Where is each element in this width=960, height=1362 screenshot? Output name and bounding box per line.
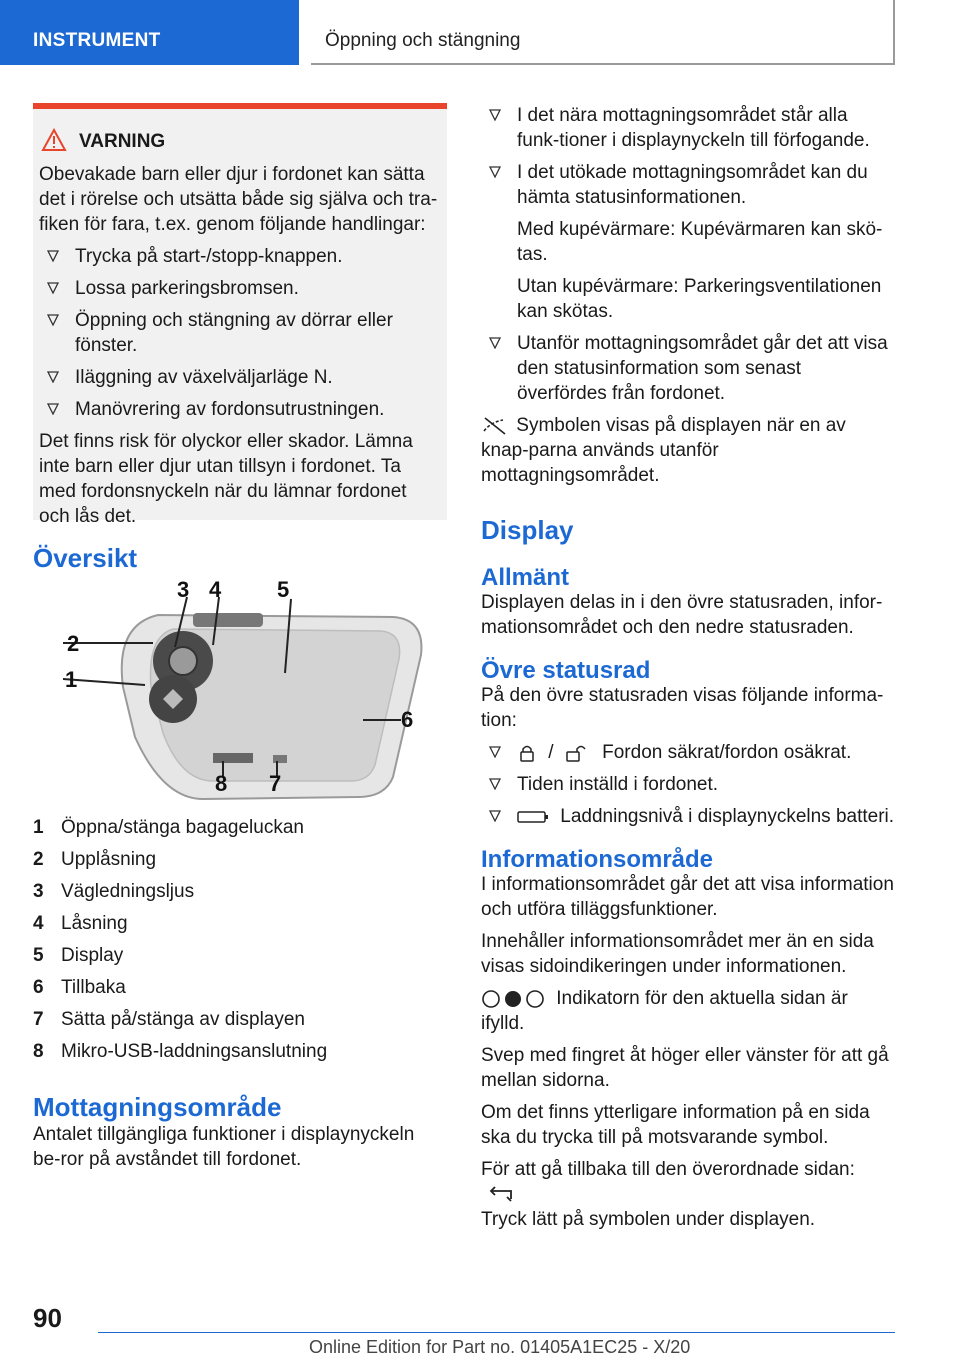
left-column bbox=[33, 103, 447, 1172]
warning-intro: Obevakade barn eller djur i fordonet kan sätta det i rörelse och utsätta både sig själva och tra-fiken för fara, t.ex. genom följande handlingar: bbox=[39, 164, 438, 235]
legend-row: 7 Sätta på/stänga av displayen bbox=[33, 1009, 306, 1030]
legend-row: 8 Mikro-USB-laddningsanslutning bbox=[33, 1041, 328, 1062]
list-item: I det nära mottagningsområdet står alla funk-tioner i displaynyckeln till förfogande. bbox=[481, 103, 895, 153]
info-paragraph: Om det finns ytterligare information på en sida ska du trycka till på motsvarande symbol. bbox=[481, 1102, 870, 1148]
list-item: Lossa parkeringsbromsen. bbox=[39, 276, 441, 301]
list-item: I det utökade mottagningsområdet kan du hämta statusinformationen. Med kupévärmare: Kupévärmaren kan skö-tas. Utan kupévärmare: Parkeringsventilationen kan skötas. bbox=[481, 160, 895, 324]
back-paragraph: För att gå tillbaka till den överordnade sidan: bbox=[481, 1157, 895, 1207]
sub-paragraph: Med kupévärmare: Kupévärmaren kan skö-tas. bbox=[517, 219, 883, 265]
warning-title-text: VARNING bbox=[79, 131, 166, 152]
footer-edition: Online Edition for Part no. 01405A1EC25 - X/20 bbox=[309, 1337, 691, 1357]
bullet-triangle-icon bbox=[489, 337, 501, 349]
list-item: Tiden inställd i fordonet. bbox=[481, 772, 895, 797]
upper-status-text: På den övre statusraden visas följande informa-tion: bbox=[481, 685, 884, 731]
reception-heading: Mottagningsområde bbox=[33, 1092, 282, 1122]
general-text: Displayen delas in i den övre statusraden, infor-mationsområdet och den nedre statusraden. bbox=[481, 592, 883, 638]
callout-8: 8 bbox=[215, 771, 228, 796]
legend-row: 2 Upplåsning bbox=[33, 849, 157, 870]
info-paragraph: Innehåller informationsområdet mer än en sida visas sidoindikeringen under informationen. bbox=[481, 931, 874, 977]
bullet-triangle-icon bbox=[47, 250, 59, 262]
bullet-triangle-icon bbox=[489, 166, 501, 178]
legend-row: 4 Låsning bbox=[33, 913, 128, 934]
section-label: INSTRUMENT bbox=[33, 30, 161, 51]
list-item: Öppning och stängning av dörrar eller fönster. bbox=[39, 308, 441, 358]
symbol-paragraph: Symbolen visas på displayen när en av knap-parna används utanför mottagningsområdet. bbox=[481, 415, 846, 486]
chapter-tab bbox=[311, 0, 895, 65]
list-item: Iläggning av växelväljarläge N. bbox=[39, 365, 441, 390]
warning-outro: Det finns risk för olyckor eller skador. Lämna inte barn eller djur utan tillsyn i fordonet. Ta med fordonsnyckeln när du lämnar fordonet och lås det. bbox=[39, 431, 413, 527]
bullet-triangle-icon bbox=[489, 778, 501, 790]
callout-4: 4 bbox=[209, 577, 222, 602]
out-of-range-icon bbox=[481, 416, 511, 436]
right-column bbox=[481, 103, 895, 1232]
lock-open-icon bbox=[565, 743, 591, 763]
upper-status-heading: Övre statusrad bbox=[481, 657, 651, 684]
display-key-illustration bbox=[63, 577, 443, 807]
legend-row: 1 Öppna/stänga bagageluckan bbox=[33, 817, 304, 838]
legend-row: 6 Tillbaka bbox=[33, 977, 126, 998]
callout-5: 5 bbox=[277, 577, 290, 602]
bullet-triangle-icon bbox=[489, 109, 501, 121]
info-paragraph: I informationsområdet går det att visa information och utföra tilläggsfunktioner. bbox=[481, 874, 894, 920]
list-item: Manövrering av fordonsutrustningen. bbox=[39, 397, 441, 422]
callout-6: 6 bbox=[401, 707, 414, 732]
list-item: / Fordon säkrat/fordon osäkrat. bbox=[481, 740, 895, 765]
section-tab bbox=[0, 0, 299, 65]
page-number: 90 bbox=[33, 1303, 62, 1333]
sub-paragraph: Utan kupévärmare: Parkeringsventilationen kan skötas. bbox=[517, 276, 882, 322]
info-paragraph: Svep med fingret åt höger eller vänster för att gå mellan sidorna. bbox=[481, 1045, 889, 1091]
overview-legend bbox=[33, 815, 447, 1071]
page-indicator-icon bbox=[481, 989, 547, 1009]
warning-title bbox=[79, 129, 441, 154]
bullet-triangle-icon bbox=[47, 403, 59, 415]
warning-list bbox=[39, 244, 441, 422]
callout-7: 7 bbox=[269, 771, 282, 796]
battery-icon bbox=[517, 809, 549, 825]
overview-heading: Översikt bbox=[33, 543, 138, 573]
info-paragraph: Tryck lätt på symbolen under displayen. bbox=[481, 1209, 816, 1230]
warning-box bbox=[33, 103, 447, 527]
footer-divider bbox=[98, 1332, 895, 1333]
bullet-triangle-icon bbox=[489, 746, 501, 758]
display-heading: Display bbox=[481, 515, 574, 545]
list-item: Laddningsnivå i displaynyckelns batteri. bbox=[481, 804, 895, 829]
lock-closed-icon bbox=[517, 743, 537, 763]
general-heading: Allmänt bbox=[481, 564, 570, 591]
callout-1: 1 bbox=[65, 667, 78, 692]
bullet-triangle-icon bbox=[47, 314, 59, 326]
callout-3: 3 bbox=[177, 577, 190, 602]
chapter-label: Öppning och stängning bbox=[325, 30, 521, 51]
bullet-triangle-icon bbox=[489, 810, 501, 822]
reception-list bbox=[481, 103, 895, 406]
indicator-paragraph: Indikatorn för den aktuella sidan är ifylld. bbox=[481, 988, 848, 1034]
list-item: Utanför mottagningsområdet går det att visa den statusinformation som senast överfördes från fordonet. bbox=[481, 331, 895, 406]
upper-status-list bbox=[481, 740, 895, 829]
bullet-triangle-icon bbox=[47, 282, 59, 294]
warning-triangle-icon bbox=[41, 128, 67, 152]
callout-2: 2 bbox=[67, 631, 80, 656]
back-arrow-icon bbox=[487, 1185, 517, 1205]
legend-row: 3 Vägledningsljus bbox=[33, 881, 195, 902]
bullet-triangle-icon bbox=[47, 371, 59, 383]
legend-row: 5 Display bbox=[33, 945, 124, 966]
lock-separator: / bbox=[548, 742, 554, 763]
info-area-heading: Informationsområde bbox=[481, 846, 714, 873]
list-item: Trycka på start-/stopp-knappen. bbox=[39, 244, 441, 269]
reception-text: Antalet tillgängliga funktioner i displaynyckeln be-ror på avståndet till fordonet. bbox=[33, 1124, 415, 1170]
